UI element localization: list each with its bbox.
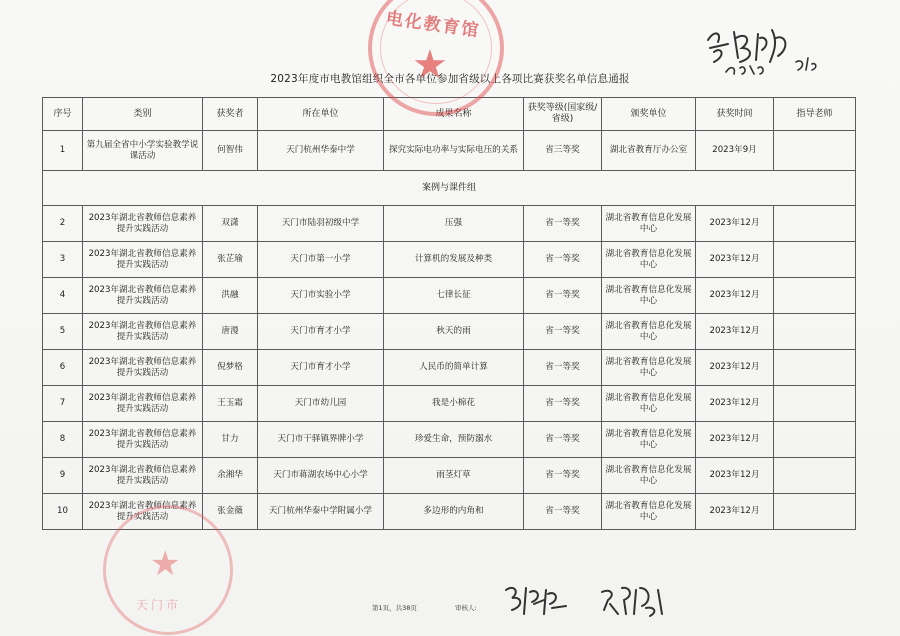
cell-advisor (774, 131, 856, 171)
cell-winner: 余湘华 (203, 458, 258, 494)
table-row (43, 206, 856, 242)
cell-level: 省一等奖 (524, 242, 602, 278)
cell-category: 2023年湖北省教师信息素养提升实践活动 (83, 206, 203, 242)
cell-category: 2023年湖北省教师信息素养提升实践活动 (83, 494, 203, 530)
cell-advisor (774, 314, 856, 350)
cell-issuer: 湖北省教育信息化发展中心 (602, 458, 696, 494)
cell-time: 2023年12月 (696, 314, 774, 350)
seal-star-icon: ★ (412, 42, 448, 88)
cell-winner: 唐漫 (203, 314, 258, 350)
cell-unit: 天门市育才小学 (258, 314, 384, 350)
cell-work: 七律长征 (384, 278, 524, 314)
cell-time: 2023年12月 (696, 458, 774, 494)
cell-no: 3 (43, 242, 83, 278)
cell-no: 9 (43, 458, 83, 494)
cell-advisor (774, 458, 856, 494)
cell-time: 2023年12月 (696, 242, 774, 278)
cell-issuer: 湖北省教育信息化发展中心 (602, 278, 696, 314)
header-level: 获奖等级(国家级/省级) (524, 98, 602, 131)
cell-work: 人民币的简单计算 (384, 350, 524, 386)
cell-unit: 天门市陆羽初级中学 (258, 206, 384, 242)
seal-top-text: 电化教育馆 (384, 8, 482, 42)
cell-no: 8 (43, 422, 83, 458)
cell-issuer: 湖北省教育厅办公室 (602, 131, 696, 171)
cell-issuer: 湖北省教育信息化发展中心 (602, 386, 696, 422)
cell-work: 秋天的雨 (384, 314, 524, 350)
cell-level: 省一等奖 (524, 494, 602, 530)
cell-unit: 天门市实验小学 (258, 278, 384, 314)
official-seal-bottom (103, 505, 233, 635)
cell-category: 2023年湖北省教师信息素养提升实践活动 (83, 386, 203, 422)
header-no: 序号 (43, 98, 83, 131)
cell-advisor (774, 350, 856, 386)
cell-no: 10 (43, 494, 83, 530)
header-unit: 所在单位 (258, 98, 384, 131)
cell-unit: 天门市蒋湖农场中心小学 (258, 458, 384, 494)
cell-issuer: 湖北省教育信息化发展中心 (602, 350, 696, 386)
seal-star-icon: ★ (150, 544, 181, 584)
header-winner: 获奖者 (203, 98, 258, 131)
cell-advisor (774, 242, 856, 278)
footer-page-info: 第1页，共38页 (372, 604, 417, 612)
cell-time: 2023年12月 (696, 206, 774, 242)
cell-unit: 天门杭州华泰中学附属小学 (258, 494, 384, 530)
header-advisor: 指导老师 (774, 98, 856, 131)
cell-issuer: 湖北省教育信息化发展中心 (602, 314, 696, 350)
cell-issuer: 湖北省教育信息化发展中心 (602, 494, 696, 530)
handwritten-signature-top (700, 18, 830, 78)
table-row (43, 314, 856, 350)
cell-no: 5 (43, 314, 83, 350)
cell-level: 省一等奖 (524, 422, 602, 458)
cell-issuer: 湖北省教育信息化发展中心 (602, 206, 696, 242)
table-row (43, 278, 856, 314)
cell-advisor (774, 278, 856, 314)
cell-time: 2023年9月 (696, 131, 774, 171)
header-time: 获奖时间 (696, 98, 774, 131)
cell-time: 2023年12月 (696, 386, 774, 422)
seal-bottom-text: 天门市 (136, 598, 182, 612)
cell-winner: 洪融 (203, 278, 258, 314)
cell-level: 省一等奖 (524, 278, 602, 314)
cell-level: 省一等奖 (524, 350, 602, 386)
header-work: 成果名称 (384, 98, 524, 131)
cell-advisor (774, 206, 856, 242)
cell-advisor (774, 422, 856, 458)
cell-unit: 天门杭州华泰中学 (258, 131, 384, 171)
cell-winner: 张金薇 (203, 494, 258, 530)
cell-work: 我是小棉花 (384, 386, 524, 422)
cell-time: 2023年12月 (696, 278, 774, 314)
cell-level: 省一等奖 (524, 458, 602, 494)
cell-level: 省一等奖 (524, 206, 602, 242)
table-row (43, 422, 856, 458)
cell-unit: 天门市幼儿园 (258, 386, 384, 422)
table-row (43, 131, 856, 171)
cell-category: 第九届全省中小学实验教学说课活动 (83, 131, 203, 171)
cell-level: 省三等奖 (524, 131, 602, 171)
handwritten-signature-reviewer-2 (596, 580, 672, 620)
cell-unit: 天门市第一小学 (258, 242, 384, 278)
table-row (43, 386, 856, 422)
table-row (43, 458, 856, 494)
cell-issuer: 湖北省教育信息化发展中心 (602, 242, 696, 278)
cell-no: 2 (43, 206, 83, 242)
cell-work: 计算机的发展及种类 (384, 242, 524, 278)
cell-no: 6 (43, 350, 83, 386)
cell-issuer: 湖北省教育信息化发展中心 (602, 422, 696, 458)
document-title: 2023年度市电教馆组织全市各单位参加省级以上各项比赛获奖名单信息通报 (270, 73, 630, 85)
header-category: 类别 (83, 98, 203, 131)
cell-advisor (774, 386, 856, 422)
cell-level: 省一等奖 (524, 386, 602, 422)
group-title: 案例与课件组 (43, 171, 856, 206)
cell-no: 7 (43, 386, 83, 422)
cell-advisor (774, 494, 856, 530)
cell-work: 珍爱生命，预防溺水 (384, 422, 524, 458)
cell-no: 1 (43, 131, 83, 171)
cell-winner: 张芷瑜 (203, 242, 258, 278)
cell-category: 2023年湖北省教师信息素养提升实践活动 (83, 422, 203, 458)
cell-work: 探究实际电功率与实际电压的关系 (384, 131, 524, 171)
cell-winner: 王玉霜 (203, 386, 258, 422)
cell-unit: 天门市育才小学 (258, 350, 384, 386)
handwritten-signature-reviewer-1 (500, 580, 572, 620)
footer-reviewer-label: 审核人: (455, 604, 477, 612)
cell-category: 2023年湖北省教师信息素养提升实践活动 (83, 458, 203, 494)
cell-unit: 天门市干驿镇界牌小学 (258, 422, 384, 458)
cell-time: 2023年12月 (696, 494, 774, 530)
cell-time: 2023年12月 (696, 350, 774, 386)
cell-category: 2023年湖北省教师信息素养提升实践活动 (83, 350, 203, 386)
cell-category: 2023年湖北省教师信息素养提升实践活动 (83, 314, 203, 350)
table-row (43, 242, 856, 278)
cell-winner: 何智伟 (203, 131, 258, 171)
cell-winner: 双潇 (203, 206, 258, 242)
cell-no: 4 (43, 278, 83, 314)
header-issuer: 颁奖单位 (602, 98, 696, 131)
table-row (43, 350, 856, 386)
group-row (43, 171, 856, 206)
award-table (42, 97, 856, 530)
cell-work: 多边形的内角和 (384, 494, 524, 530)
cell-level: 省一等奖 (524, 314, 602, 350)
cell-winner: 倪梦格 (203, 350, 258, 386)
cell-category: 2023年湖北省教师信息素养提升实践活动 (83, 242, 203, 278)
cell-time: 2023年12月 (696, 422, 774, 458)
cell-work: 压强 (384, 206, 524, 242)
cell-work: 雨茎灯草 (384, 458, 524, 494)
cell-category: 2023年湖北省教师信息素养提升实践活动 (83, 278, 203, 314)
cell-winner: 甘力 (203, 422, 258, 458)
